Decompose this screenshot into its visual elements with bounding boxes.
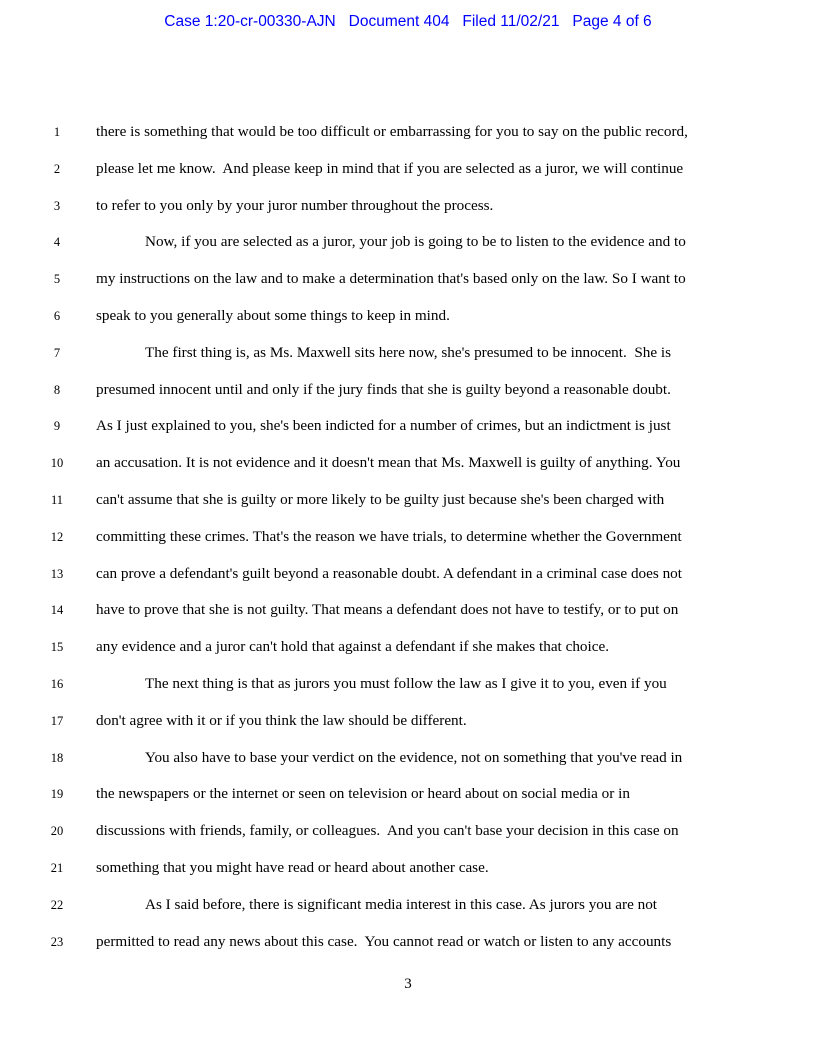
line-number: 2: [53, 161, 61, 176]
line-text: committing these crimes. That's the reason we have trials, to determine whether the Government: [96, 527, 682, 545]
line-text: an accusation. It is not evidence and it doesn't mean that Ms. Maxwell is guilty of anything. You: [96, 454, 681, 472]
line-text: please let me know. And please keep in mind that if you are selected as a juror, we will continue: [96, 159, 684, 177]
document-line: [0, 785, 816, 807]
line-text: don't agree with it or if you think the law should be different.: [96, 711, 467, 729]
document-line: [0, 822, 816, 844]
page-number: 3: [404, 976, 412, 992]
line-number: 5: [53, 272, 61, 287]
document-line: [0, 896, 816, 918]
document-line: [0, 307, 816, 329]
line-text: discussions with friends, family, or colleagues. And you can't base your decision in this case on: [96, 822, 679, 840]
document-line: [0, 123, 816, 145]
line-number: 6: [53, 309, 61, 323]
line-text: there is something that would be too difficult or embarrassing for you to say on the public record,: [96, 123, 688, 140]
document-line: [0, 491, 816, 513]
document-line: [0, 528, 816, 550]
line-text: Now, if you are selected as a juror, your job is going to be to listen to the evidence and to: [145, 233, 686, 251]
line-number: 19: [50, 787, 64, 802]
document-line: [0, 933, 816, 955]
line-number: 9: [53, 419, 61, 434]
document-line: [0, 565, 816, 587]
line-number: 16: [50, 677, 64, 691]
document-line: [0, 344, 816, 366]
line-text: something that you might have read or heard about another case.: [96, 859, 489, 876]
line-number: 1: [53, 125, 61, 139]
document-line: [0, 675, 816, 697]
line-number: 10: [50, 456, 64, 471]
document-line: [0, 601, 816, 623]
case-header: Case 1:20-cr-00330-AJN Document 404 Filed 11/02/21 Page 4 of 6: [164, 13, 652, 30]
line-number: 18: [50, 750, 64, 765]
line-text: As I just explained to you, she's been indicted for a number of crimes, but an indictment is just: [96, 417, 671, 435]
document-line: [0, 270, 816, 292]
line-number: 12: [50, 529, 64, 544]
line-text: can't assume that she is guilty or more likely to be guilty just because she's been charged with: [96, 491, 665, 508]
line-number: 14: [50, 603, 64, 618]
line-number: 15: [50, 640, 64, 655]
line-number: 8: [53, 382, 61, 397]
line-text: permitted to read any news about this case. You cannot read or watch or listen to any accounts: [96, 932, 672, 950]
line-number: 7: [53, 345, 61, 360]
line-text: my instructions on the law and to make a determination that's based only on the law. So I want to: [96, 270, 686, 288]
line-text: can prove a defendant's guilt beyond a reasonable doubt. A defendant in a criminal case does not: [96, 564, 682, 582]
document-line: [0, 160, 816, 182]
document-line: [0, 749, 816, 771]
line-text: The next thing is that as jurors you must follow the law as I give it to you, even if you: [145, 675, 667, 692]
line-number: 20: [50, 824, 64, 839]
line-number: 11: [50, 493, 64, 507]
document-line: [0, 859, 816, 881]
line-number: 13: [50, 566, 64, 581]
line-text: speak to you generally about some things to keep in mind.: [96, 307, 450, 324]
line-number: 3: [53, 198, 61, 213]
line-text: any evidence and a juror can't hold that against a defendant if she makes that choice.: [96, 638, 610, 656]
line-text: the newspapers or the internet or seen on television or heard about on social media or in: [96, 785, 630, 803]
line-text: The first thing is, as Ms. Maxwell sits here now, she's presumed to be innocent. She is: [145, 343, 672, 361]
document-line: [0, 712, 816, 734]
line-text: have to prove that she is not guilty. That means a defendant does not have to testify, or to put on: [96, 601, 679, 619]
line-text: to refer to you only by your juror number throughout the process.: [96, 196, 494, 214]
line-number: 21: [50, 861, 64, 875]
document-line: [0, 638, 816, 660]
document-line: [0, 233, 816, 255]
line-number: 4: [53, 235, 61, 250]
line-text: You also have to base your verdict on the evidence, not on something that you've read in: [145, 748, 683, 766]
line-number: 23: [50, 934, 64, 949]
document-line: [0, 454, 816, 476]
document-line: [0, 197, 816, 219]
line-number: 17: [50, 713, 64, 728]
line-text: As I said before, there is significant media interest in this case. As jurors you are not: [145, 895, 658, 913]
line-text: presumed innocent until and only if the jury finds that she is guilty beyond a reasonable doubt.: [96, 380, 671, 398]
document-line: [0, 417, 816, 439]
line-number: 22: [50, 897, 64, 912]
document-line: [0, 381, 816, 403]
